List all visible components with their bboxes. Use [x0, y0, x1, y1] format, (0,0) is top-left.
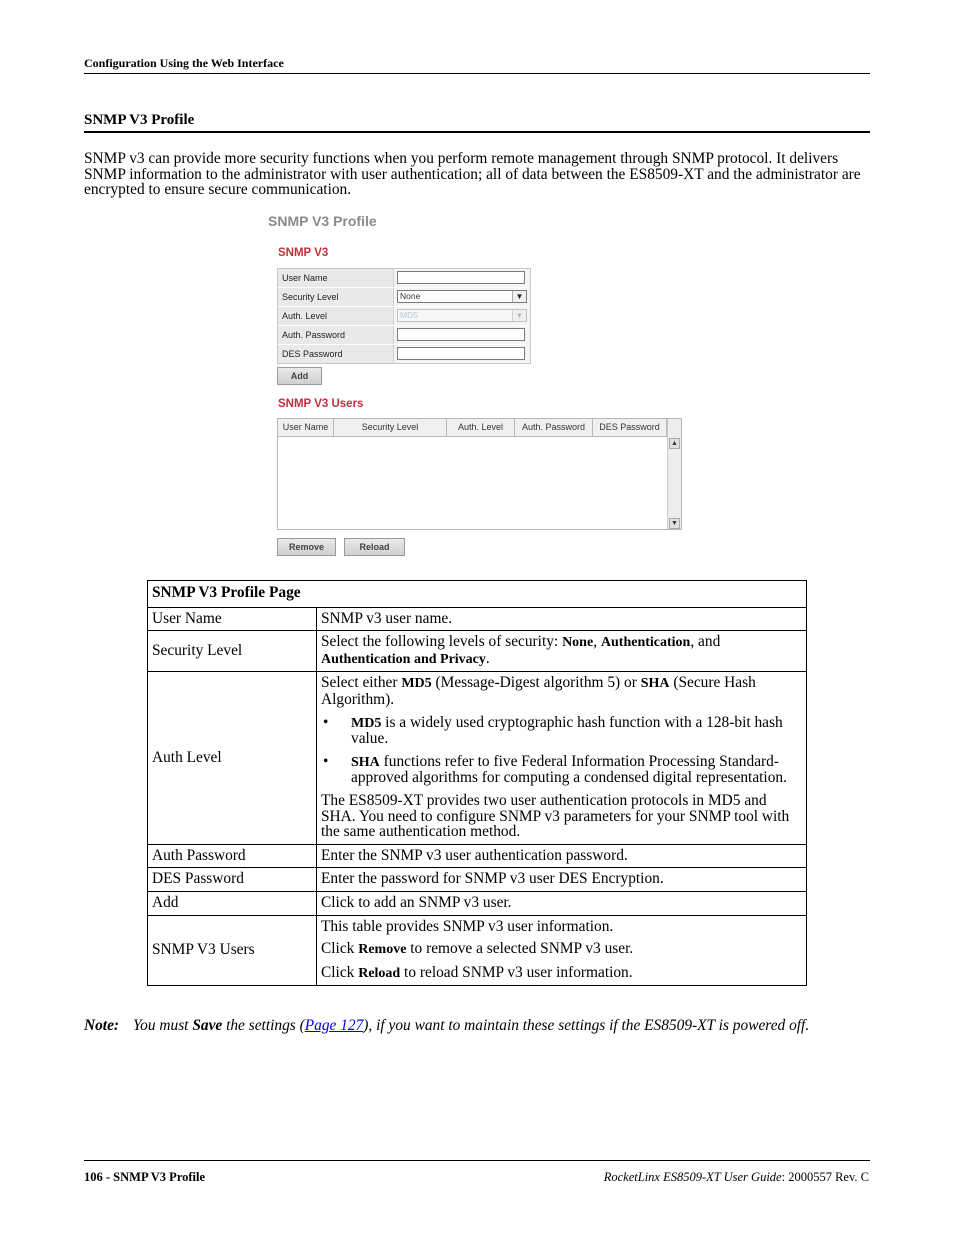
remove-button[interactable]: Remove	[277, 538, 336, 556]
running-header: Configuration Using the Web Interface	[84, 56, 284, 70]
table-row	[148, 915, 807, 986]
row-label-security-level: Security Level	[148, 631, 317, 672]
table-title: SNMP V3 Profile Page	[148, 581, 807, 608]
user-name-input[interactable]	[397, 271, 525, 284]
snmp-v3-profile-table	[147, 580, 807, 986]
snmp-v3-screenshot	[262, 205, 692, 565]
des-password-input[interactable]	[397, 347, 525, 360]
footer-rule	[84, 1160, 870, 1161]
snmp-v3-form	[277, 268, 531, 364]
col-auth-password[interactable]: Auth. Password	[515, 419, 593, 436]
intro-paragraph: SNMP v3 can provide more security functions when you perform remote management through SNMP protocol. It delivers SNMP information to the administrator with user authentication; all of data between the ES8509-XT and the administrator are encrypted to ensure secure communication.	[84, 150, 861, 199]
security-level-label: Security Level	[278, 288, 394, 306]
form-row-des-password	[278, 345, 530, 363]
row-desc-auth-password: Enter the SNMP v3 user authentication password.	[317, 844, 807, 868]
row-label-des-password: DES Password	[148, 868, 317, 892]
scroll-up-icon[interactable]: ▲	[669, 438, 680, 449]
snmp-v3-form-title: SNMP V3	[278, 247, 329, 259]
table-row	[148, 672, 807, 844]
row-desc-auth-level: Select either MD5 (Message-Digest algorithm 5) or SHA (Secure Hash Algorithm). • MD5 is a widely used cryptographic hash function with a 128-bit hash value. • SHA functions refer to five Federal Information Processing Standard-approved algorithms for computing a condensed digital representation. The ES8509-XT provides two user authentication protocols in MD5 and SHA. You need to configure SNMP v3 parameters for your SNMP tool with the same authentication method.	[317, 672, 807, 844]
page-127-link[interactable]: Page 127	[304, 1017, 364, 1034]
row-desc-des-password: Enter the password for SNMP v3 user DES Encryption.	[317, 868, 807, 892]
col-des-password[interactable]: DES Password	[593, 419, 667, 436]
section-title: SNMP V3 Profile	[84, 112, 195, 128]
row-label-add: Add	[148, 891, 317, 915]
scroll-down-icon[interactable]: ▼	[669, 518, 680, 529]
col-security-level[interactable]: Security Level	[334, 419, 447, 436]
screenshot-page-title: SNMP V3 Profile	[268, 213, 377, 229]
note-text: You must Save the settings (Page 127), if you want to maintain these settings if the ES8509-XT is powered off.	[133, 1017, 810, 1034]
form-row-user-name	[278, 269, 530, 288]
row-label-auth-level: Auth Level	[148, 672, 317, 844]
row-label-snmp-v3-users: SNMP V3 Users	[148, 915, 317, 986]
row-label-user-name: User Name	[148, 607, 317, 631]
note-label: Note:	[84, 1017, 120, 1034]
users-scrollbar[interactable]	[667, 419, 681, 529]
chevron-down-icon[interactable]: ▼	[512, 291, 526, 302]
form-row-security-level	[278, 288, 530, 307]
snmp-v3-users-title: SNMP V3 Users	[278, 398, 364, 410]
auth-level-select[interactable]	[397, 309, 527, 322]
col-auth-level[interactable]: Auth. Level	[447, 419, 515, 436]
row-desc-user-name: SNMP v3 user name.	[317, 607, 807, 631]
form-row-auth-level	[278, 307, 530, 326]
form-row-auth-password	[278, 326, 530, 345]
des-password-label: DES Password	[278, 345, 394, 363]
row-desc-add: Click to add an SNMP v3 user.	[317, 891, 807, 915]
auth-level-label: Auth. Level	[278, 307, 394, 325]
snmp-v3-users-table	[277, 418, 682, 530]
bullet-md5: • MD5 is a widely used cryptographic hash function with a 128-bit hash value.	[323, 713, 783, 748]
row-label-auth-password: Auth Password	[148, 844, 317, 868]
chevron-down-icon[interactable]: ▼	[512, 310, 526, 321]
security-level-value: None	[400, 291, 421, 301]
auth-password-label: Auth. Password	[278, 326, 394, 344]
col-user-name[interactable]: User Name	[278, 419, 334, 436]
table-row	[148, 868, 807, 892]
footer-page-label: 106 - SNMP V3 Profile	[84, 1170, 206, 1184]
footer-doc-id: RocketLinx ES8509-XT User Guide: 2000557 Rev. C	[603, 1170, 869, 1184]
bullet-sha: • SHA functions refer to five Federal Information Processing Standard-approved algorithms for computing a condensed digital representation.	[323, 752, 787, 787]
table-row	[148, 631, 807, 672]
section-rule	[84, 131, 870, 133]
auth-level-value: MD5	[400, 310, 418, 320]
table-row	[148, 607, 807, 631]
row-desc-security-level: Select the following levels of security: None, Authentication, and Authentication and Privacy.	[317, 631, 807, 672]
user-name-label: User Name	[278, 269, 394, 287]
header-rule	[84, 73, 870, 74]
security-level-select[interactable]	[397, 290, 527, 303]
auth-password-input[interactable]	[397, 328, 525, 341]
table-row	[148, 891, 807, 915]
table-row	[148, 844, 807, 868]
add-button[interactable]: Add	[277, 367, 322, 385]
row-desc-snmp-v3-users: This table provides SNMP v3 user information. Click Remove to remove a selected SNMP v3 user. Click Reload to reload SNMP v3 user information.	[317, 915, 807, 986]
reload-button[interactable]: Reload	[344, 538, 405, 556]
users-table-header	[278, 419, 667, 437]
